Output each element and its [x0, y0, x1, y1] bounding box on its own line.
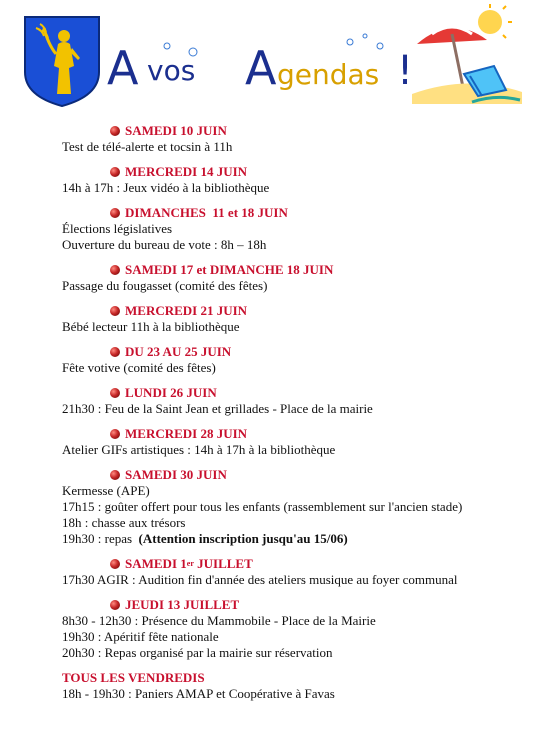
red-bullet-icon: [110, 167, 120, 177]
red-bullet-icon: [110, 126, 120, 136]
event-detail: 19h30 : Apéritif fête nationale: [62, 629, 219, 644]
event-item: [62, 262, 522, 294]
svg-text:gendas: gendas: [277, 58, 380, 91]
event-detail: Passage du fougasset (comité des fêtes): [62, 278, 268, 293]
event-date: MERCREDI 21 JUIN: [110, 303, 522, 319]
event-item: [62, 123, 522, 155]
event-detail: Test de télé-alerte et tocsin à 11h: [62, 139, 233, 154]
event-detail: 17h15 : goûter offert pour tous les enfants (rassemblement sur l'ancien stade): [62, 499, 463, 514]
event-item: [62, 597, 522, 661]
registration-note: (Attention inscription jusqu'au 15/06): [138, 531, 348, 546]
event-date: SAMEDI 1 er JUILLET: [110, 556, 522, 572]
event-date: SAMEDI 17 et DIMANCHE 18 JUIN: [110, 262, 522, 278]
event-detail: 18h : chasse aux trésors: [62, 515, 186, 530]
event-detail: 19h30 : repas (Attention inscription jusqu'au 15/06): [62, 531, 348, 546]
event-date: MERCREDI 14 JUIN: [110, 164, 522, 180]
agenda-list: [62, 123, 522, 711]
event-date: MERCREDI 28 JUIN: [110, 426, 522, 442]
red-bullet-icon: [110, 388, 120, 398]
coat-of-arms-icon: [22, 14, 102, 108]
svg-text:A: A: [107, 41, 139, 95]
agenda-title-art: [105, 28, 415, 98]
beach-umbrella-icon: [412, 4, 522, 104]
event-detail: Kermesse (APE): [62, 483, 150, 498]
event-item: [62, 385, 522, 417]
event-item: [62, 426, 522, 458]
event-item: [62, 303, 522, 335]
event-detail: 17h30 AGIR : Audition fin d'année des ateliers musique au foyer communal: [62, 572, 458, 587]
event-detail: Atelier GIFs artistiques : 14h à 17h à la bibliothèque: [62, 442, 336, 457]
event-item: [62, 344, 522, 376]
event-detail: 20h30 : Repas organisé par la mairie sur réservation: [62, 645, 333, 660]
event-date: SAMEDI 30 JUIN: [110, 467, 522, 483]
event-item: [62, 556, 522, 588]
event-item: [62, 205, 522, 253]
recurring-item: [62, 670, 522, 702]
event-detail: Ouverture du bureau de vote : 8h – 18h: [62, 237, 267, 252]
red-bullet-icon: [110, 600, 120, 610]
event-detail: 21h30 : Feu de la Saint Jean et grillades - Place de la mairie: [62, 401, 373, 416]
red-bullet-icon: [110, 429, 120, 439]
event-item: [62, 467, 522, 547]
event-date: SAMEDI 10 JUIN: [110, 123, 522, 139]
event-date: DIMANCHES 11 et 18 JUIN: [110, 205, 522, 221]
red-bullet-icon: [110, 306, 120, 316]
recurring-title: TOUS LES VENDREDIS: [62, 670, 205, 685]
event-date: JEUDI 13 JUILLET: [110, 597, 522, 613]
red-bullet-icon: [110, 347, 120, 357]
header: [0, 0, 534, 115]
event-detail: Bébé lecteur 11h à la bibliothèque: [62, 319, 240, 334]
event-detail: 8h30 - 12h30 : Présence du Mammobile - Place de la Mairie: [62, 613, 376, 628]
recurring-detail: 18h - 19h30 : Paniers AMAP et Coopérative à Favas: [62, 686, 335, 701]
svg-text:vos: vos: [147, 54, 196, 87]
red-bullet-icon: [110, 208, 120, 218]
event-date: LUNDI 26 JUIN: [110, 385, 522, 401]
event-item: [62, 164, 522, 196]
svg-text:A: A: [245, 41, 277, 95]
red-bullet-icon: [110, 470, 120, 480]
event-detail: 14h à 17h : Jeux vidéo à la bibliothèque: [62, 180, 270, 195]
event-detail: Fête votive (comité des fêtes): [62, 360, 216, 375]
event-detail: Élections législatives: [62, 221, 173, 236]
svg-text:!: !: [397, 48, 414, 94]
red-bullet-icon: [110, 559, 120, 569]
event-date: DU 23 AU 25 JUIN: [110, 344, 522, 360]
red-bullet-icon: [110, 265, 120, 275]
